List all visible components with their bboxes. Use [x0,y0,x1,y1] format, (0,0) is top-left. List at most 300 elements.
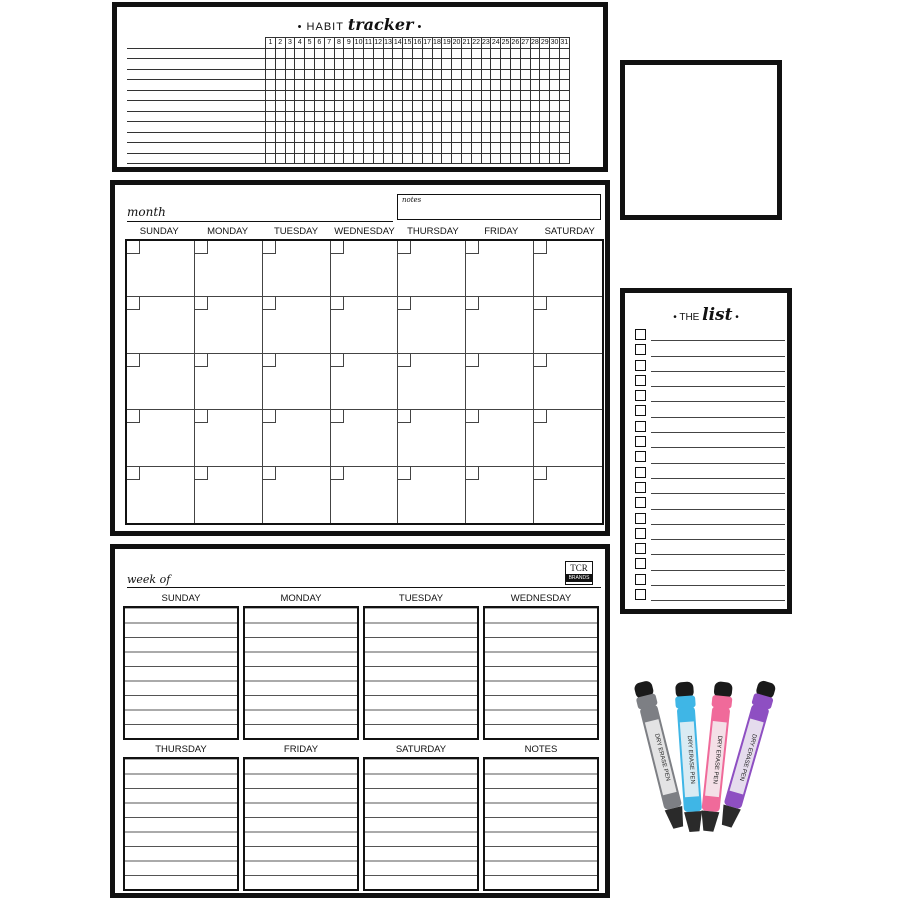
habit-check-cell[interactable] [550,48,560,59]
habit-check-cell[interactable] [295,80,305,91]
habit-check-cell[interactable] [510,80,520,91]
month-day-cell[interactable] [127,297,195,353]
habit-check-cell[interactable] [432,59,442,70]
habit-check-cell[interactable] [383,153,393,164]
habit-check-cell[interactable] [373,143,383,154]
habit-check-cell[interactable] [324,122,334,133]
habit-check-cell[interactable] [334,101,344,112]
habit-check-cell[interactable] [295,143,305,154]
habit-check-cell[interactable] [442,80,452,91]
list-checkbox[interactable] [635,405,646,416]
habit-check-cell[interactable] [314,69,324,80]
habit-check-cell[interactable] [481,111,491,122]
habit-check-cell[interactable] [501,153,511,164]
list-checkbox[interactable] [635,543,646,554]
month-day-cell[interactable] [331,241,399,297]
list-line[interactable] [651,432,785,433]
habit-check-cell[interactable] [510,153,520,164]
month-day-cell[interactable] [263,467,331,523]
habit-check-cell[interactable] [471,143,481,154]
habit-check-cell[interactable] [403,101,413,112]
habit-check-cell[interactable] [305,69,315,80]
month-day-cell[interactable] [534,467,602,523]
habit-check-cell[interactable] [481,48,491,59]
habit-check-cell[interactable] [344,111,354,122]
habit-check-cell[interactable] [540,132,550,143]
month-day-cell[interactable] [534,410,602,466]
list-line[interactable] [651,600,785,601]
habit-check-cell[interactable] [442,48,452,59]
habit-check-cell[interactable] [334,111,344,122]
habit-check-cell[interactable] [295,101,305,112]
habit-check-cell[interactable] [412,111,422,122]
habit-check-cell[interactable] [501,101,511,112]
habit-check-cell[interactable] [442,101,452,112]
habit-check-cell[interactable] [354,59,364,70]
habit-check-cell[interactable] [373,90,383,101]
month-day-cell[interactable] [466,297,534,353]
list-line[interactable] [651,417,785,418]
list-checkbox[interactable] [635,528,646,539]
habit-check-cell[interactable] [305,80,315,91]
list-line[interactable] [651,401,785,402]
habit-check-cell[interactable] [530,153,540,164]
habit-check-cell[interactable] [530,101,540,112]
habit-check-cell[interactable] [452,69,462,80]
month-day-cell[interactable] [263,354,331,410]
habit-check-cell[interactable] [432,101,442,112]
habit-check-cell[interactable] [461,132,471,143]
habit-check-cell[interactable] [295,59,305,70]
habit-check-cell[interactable] [461,101,471,112]
month-day-cell[interactable] [466,354,534,410]
habit-check-cell[interactable] [530,48,540,59]
habit-check-cell[interactable] [373,122,383,133]
month-day-cell[interactable] [466,467,534,523]
habit-check-cell[interactable] [393,59,403,70]
habit-check-cell[interactable] [540,69,550,80]
habit-check-cell[interactable] [373,111,383,122]
habit-name-cell[interactable] [127,59,266,70]
habit-check-cell[interactable] [501,80,511,91]
habit-check-cell[interactable] [432,69,442,80]
habit-check-cell[interactable] [432,153,442,164]
habit-check-cell[interactable] [559,143,569,154]
habit-check-cell[interactable] [275,90,285,101]
habit-check-cell[interactable] [461,59,471,70]
habit-check-cell[interactable] [540,111,550,122]
habit-check-cell[interactable] [266,80,276,91]
habit-check-cell[interactable] [452,59,462,70]
habit-check-cell[interactable] [559,80,569,91]
list-checkbox[interactable] [635,329,646,340]
habit-check-cell[interactable] [354,69,364,80]
habit-check-cell[interactable] [354,143,364,154]
habit-check-cell[interactable] [334,143,344,154]
habit-check-cell[interactable] [334,59,344,70]
habit-check-cell[interactable] [491,143,501,154]
habit-check-cell[interactable] [403,59,413,70]
week-day-box[interactable] [123,757,239,891]
habit-check-cell[interactable] [363,90,373,101]
habit-check-cell[interactable] [314,111,324,122]
habit-check-cell[interactable] [422,153,432,164]
habit-check-cell[interactable] [285,80,295,91]
habit-check-cell[interactable] [354,101,364,112]
habit-check-cell[interactable] [403,80,413,91]
month-day-cell[interactable] [331,410,399,466]
habit-check-cell[interactable] [540,80,550,91]
month-day-cell[interactable] [331,354,399,410]
habit-check-cell[interactable] [461,143,471,154]
habit-check-cell[interactable] [461,80,471,91]
habit-check-cell[interactable] [501,48,511,59]
habit-check-cell[interactable] [314,59,324,70]
habit-check-cell[interactable] [452,122,462,133]
habit-check-cell[interactable] [481,132,491,143]
habit-check-cell[interactable] [383,122,393,133]
habit-check-cell[interactable] [481,153,491,164]
habit-check-cell[interactable] [540,122,550,133]
habit-check-cell[interactable] [334,69,344,80]
month-day-cell[interactable] [195,410,263,466]
month-day-cell[interactable] [331,297,399,353]
habit-check-cell[interactable] [334,48,344,59]
habit-check-cell[interactable] [559,153,569,164]
habit-check-cell[interactable] [510,101,520,112]
habit-check-cell[interactable] [403,111,413,122]
habit-check-cell[interactable] [324,101,334,112]
habit-check-cell[interactable] [363,48,373,59]
habit-check-cell[interactable] [422,122,432,133]
habit-check-cell[interactable] [491,69,501,80]
habit-check-cell[interactable] [540,153,550,164]
month-day-cell[interactable] [195,467,263,523]
habit-check-cell[interactable] [530,143,540,154]
habit-check-cell[interactable] [491,153,501,164]
month-day-cell[interactable] [263,241,331,297]
habit-check-cell[interactable] [540,59,550,70]
habit-check-cell[interactable] [354,48,364,59]
habit-check-cell[interactable] [305,48,315,59]
habit-check-cell[interactable] [363,59,373,70]
habit-check-cell[interactable] [452,80,462,91]
habit-check-cell[interactable] [461,111,471,122]
habit-check-cell[interactable] [510,143,520,154]
habit-check-cell[interactable] [510,122,520,133]
list-line[interactable] [651,340,785,341]
habit-check-cell[interactable] [403,153,413,164]
habit-name-cell[interactable] [127,90,266,101]
list-checkbox[interactable] [635,467,646,478]
habit-check-cell[interactable] [373,48,383,59]
month-day-cell[interactable] [127,241,195,297]
habit-check-cell[interactable] [422,59,432,70]
habit-check-cell[interactable] [412,101,422,112]
habit-check-cell[interactable] [393,153,403,164]
list-checkbox[interactable] [635,344,646,355]
habit-check-cell[interactable] [334,90,344,101]
week-day-box[interactable] [363,757,479,891]
habit-check-cell[interactable] [412,48,422,59]
habit-check-cell[interactable] [344,90,354,101]
habit-check-cell[interactable] [275,122,285,133]
habit-check-cell[interactable] [266,153,276,164]
habit-check-cell[interactable] [305,153,315,164]
month-day-cell[interactable] [466,241,534,297]
habit-check-cell[interactable] [442,59,452,70]
habit-check-cell[interactable] [520,90,530,101]
habit-check-cell[interactable] [559,101,569,112]
habit-check-cell[interactable] [471,122,481,133]
habit-check-cell[interactable] [295,153,305,164]
habit-check-cell[interactable] [461,69,471,80]
month-day-cell[interactable] [263,410,331,466]
month-day-cell[interactable] [466,410,534,466]
habit-check-cell[interactable] [305,59,315,70]
habit-check-cell[interactable] [442,153,452,164]
habit-name-cell[interactable] [127,153,266,164]
habit-check-cell[interactable] [491,48,501,59]
habit-check-cell[interactable] [344,69,354,80]
habit-check-cell[interactable] [412,90,422,101]
habit-check-cell[interactable] [461,90,471,101]
habit-check-cell[interactable] [530,90,540,101]
habit-check-cell[interactable] [471,48,481,59]
list-checkbox[interactable] [635,482,646,493]
habit-check-cell[interactable] [540,101,550,112]
list-checkbox[interactable] [635,360,646,371]
month-day-cell[interactable] [195,241,263,297]
habit-check-cell[interactable] [550,111,560,122]
list-line[interactable] [651,356,785,357]
month-day-cell[interactable] [127,410,195,466]
habit-check-cell[interactable] [550,90,560,101]
habit-check-cell[interactable] [363,132,373,143]
habit-check-cell[interactable] [481,69,491,80]
habit-check-cell[interactable] [481,101,491,112]
habit-check-cell[interactable] [266,122,276,133]
habit-check-cell[interactable] [422,101,432,112]
habit-check-cell[interactable] [314,132,324,143]
habit-check-cell[interactable] [383,111,393,122]
habit-check-cell[interactable] [452,90,462,101]
habit-name-cell[interactable] [127,132,266,143]
habit-check-cell[interactable] [393,80,403,91]
month-day-cell[interactable] [398,297,466,353]
habit-check-cell[interactable] [432,48,442,59]
habit-check-cell[interactable] [363,111,373,122]
habit-check-cell[interactable] [432,143,442,154]
habit-check-cell[interactable] [295,48,305,59]
habit-check-cell[interactable] [510,69,520,80]
habit-check-cell[interactable] [275,48,285,59]
list-line[interactable] [651,463,785,464]
month-day-cell[interactable] [534,297,602,353]
list-checkbox[interactable] [635,421,646,432]
habit-check-cell[interactable] [491,59,501,70]
habit-check-cell[interactable] [530,111,540,122]
list-checkbox[interactable] [635,390,646,401]
habit-check-cell[interactable] [324,80,334,91]
habit-check-cell[interactable] [501,132,511,143]
habit-check-cell[interactable] [471,59,481,70]
habit-check-cell[interactable] [344,153,354,164]
list-line[interactable] [651,478,785,479]
month-day-cell[interactable] [398,467,466,523]
habit-check-cell[interactable] [442,69,452,80]
habit-check-cell[interactable] [530,122,540,133]
habit-check-cell[interactable] [412,122,422,133]
list-checkbox[interactable] [635,513,646,524]
habit-check-cell[interactable] [314,122,324,133]
habit-check-cell[interactable] [266,48,276,59]
habit-check-cell[interactable] [393,90,403,101]
habit-check-cell[interactable] [471,132,481,143]
habit-check-cell[interactable] [363,101,373,112]
habit-check-cell[interactable] [403,69,413,80]
habit-check-cell[interactable] [334,122,344,133]
habit-check-cell[interactable] [452,132,462,143]
habit-tracker-surface[interactable] [116,6,604,168]
habit-check-cell[interactable] [295,90,305,101]
habit-check-cell[interactable] [540,48,550,59]
habit-check-cell[interactable] [520,153,530,164]
habit-check-cell[interactable] [530,69,540,80]
habit-check-cell[interactable] [520,122,530,133]
habit-check-cell[interactable] [510,90,520,101]
habit-check-cell[interactable] [275,80,285,91]
habit-check-cell[interactable] [452,153,462,164]
habit-check-cell[interactable] [285,111,295,122]
habit-check-cell[interactable] [295,122,305,133]
month-day-cell[interactable] [195,354,263,410]
habit-check-cell[interactable] [520,132,530,143]
list-checkbox[interactable] [635,574,646,585]
habit-check-cell[interactable] [452,111,462,122]
habit-check-cell[interactable] [432,122,442,133]
habit-check-cell[interactable] [481,80,491,91]
habit-check-cell[interactable] [471,111,481,122]
habit-check-cell[interactable] [491,80,501,91]
list-line[interactable] [651,570,785,571]
list-checkbox[interactable] [635,436,646,447]
habit-check-cell[interactable] [285,48,295,59]
habit-check-cell[interactable] [550,101,560,112]
habit-check-cell[interactable] [422,143,432,154]
habit-check-cell[interactable] [412,143,422,154]
habit-check-cell[interactable] [520,143,530,154]
habit-check-cell[interactable] [314,101,324,112]
habit-check-cell[interactable] [422,111,432,122]
habit-check-cell[interactable] [481,143,491,154]
habit-check-cell[interactable] [550,122,560,133]
habit-check-cell[interactable] [491,132,501,143]
habit-check-cell[interactable] [363,153,373,164]
habit-check-cell[interactable] [520,101,530,112]
habit-check-cell[interactable] [550,153,560,164]
list-line[interactable] [651,509,785,510]
habit-check-cell[interactable] [334,80,344,91]
habit-check-cell[interactable] [501,59,511,70]
habit-check-cell[interactable] [403,90,413,101]
list-line[interactable] [651,386,785,387]
month-day-cell[interactable] [195,297,263,353]
habit-check-cell[interactable] [510,111,520,122]
habit-check-cell[interactable] [285,90,295,101]
habit-check-cell[interactable] [266,132,276,143]
habit-check-cell[interactable] [530,132,540,143]
habit-check-cell[interactable] [275,132,285,143]
habit-check-cell[interactable] [471,69,481,80]
habit-check-cell[interactable] [510,59,520,70]
habit-check-cell[interactable] [510,132,520,143]
habit-check-cell[interactable] [540,90,550,101]
habit-check-cell[interactable] [481,59,491,70]
the-list-surface[interactable] [624,292,788,610]
week-day-box[interactable] [483,757,599,891]
habit-check-cell[interactable] [285,101,295,112]
habit-check-cell[interactable] [344,48,354,59]
square-note-surface[interactable] [624,64,778,216]
month-day-cell[interactable] [127,467,195,523]
habit-check-cell[interactable] [383,101,393,112]
month-day-cell[interactable] [534,354,602,410]
week-day-box[interactable] [243,757,359,891]
habit-check-cell[interactable] [461,48,471,59]
habit-check-cell[interactable] [363,143,373,154]
habit-name-cell[interactable] [127,122,266,133]
habit-check-cell[interactable] [471,90,481,101]
habit-check-cell[interactable] [412,80,422,91]
habit-check-cell[interactable] [422,132,432,143]
habit-check-cell[interactable] [344,101,354,112]
list-checkbox[interactable] [635,497,646,508]
habit-check-cell[interactable] [422,69,432,80]
habit-check-cell[interactable] [559,59,569,70]
habit-check-cell[interactable] [305,132,315,143]
habit-check-cell[interactable] [275,59,285,70]
habit-check-cell[interactable] [275,69,285,80]
habit-check-cell[interactable] [314,48,324,59]
habit-check-cell[interactable] [461,122,471,133]
habit-check-cell[interactable] [275,143,285,154]
week-day-box[interactable] [363,606,479,740]
habit-check-cell[interactable] [393,143,403,154]
habit-check-cell[interactable] [432,111,442,122]
list-line[interactable] [651,554,785,555]
habit-check-cell[interactable] [403,143,413,154]
habit-check-cell[interactable] [383,48,393,59]
habit-check-cell[interactable] [373,132,383,143]
habit-check-cell[interactable] [501,90,511,101]
habit-check-cell[interactable] [383,143,393,154]
habit-check-cell[interactable] [324,111,334,122]
habit-check-cell[interactable] [452,143,462,154]
habit-check-cell[interactable] [491,90,501,101]
habit-check-cell[interactable] [520,59,530,70]
habit-check-cell[interactable] [324,59,334,70]
habit-check-cell[interactable] [266,59,276,70]
habit-check-cell[interactable] [275,101,285,112]
habit-check-cell[interactable] [275,153,285,164]
habit-check-cell[interactable] [491,122,501,133]
habit-check-cell[interactable] [422,48,432,59]
habit-check-cell[interactable] [550,132,560,143]
month-day-cell[interactable] [534,241,602,297]
habit-check-cell[interactable] [393,69,403,80]
habit-check-cell[interactable] [403,132,413,143]
